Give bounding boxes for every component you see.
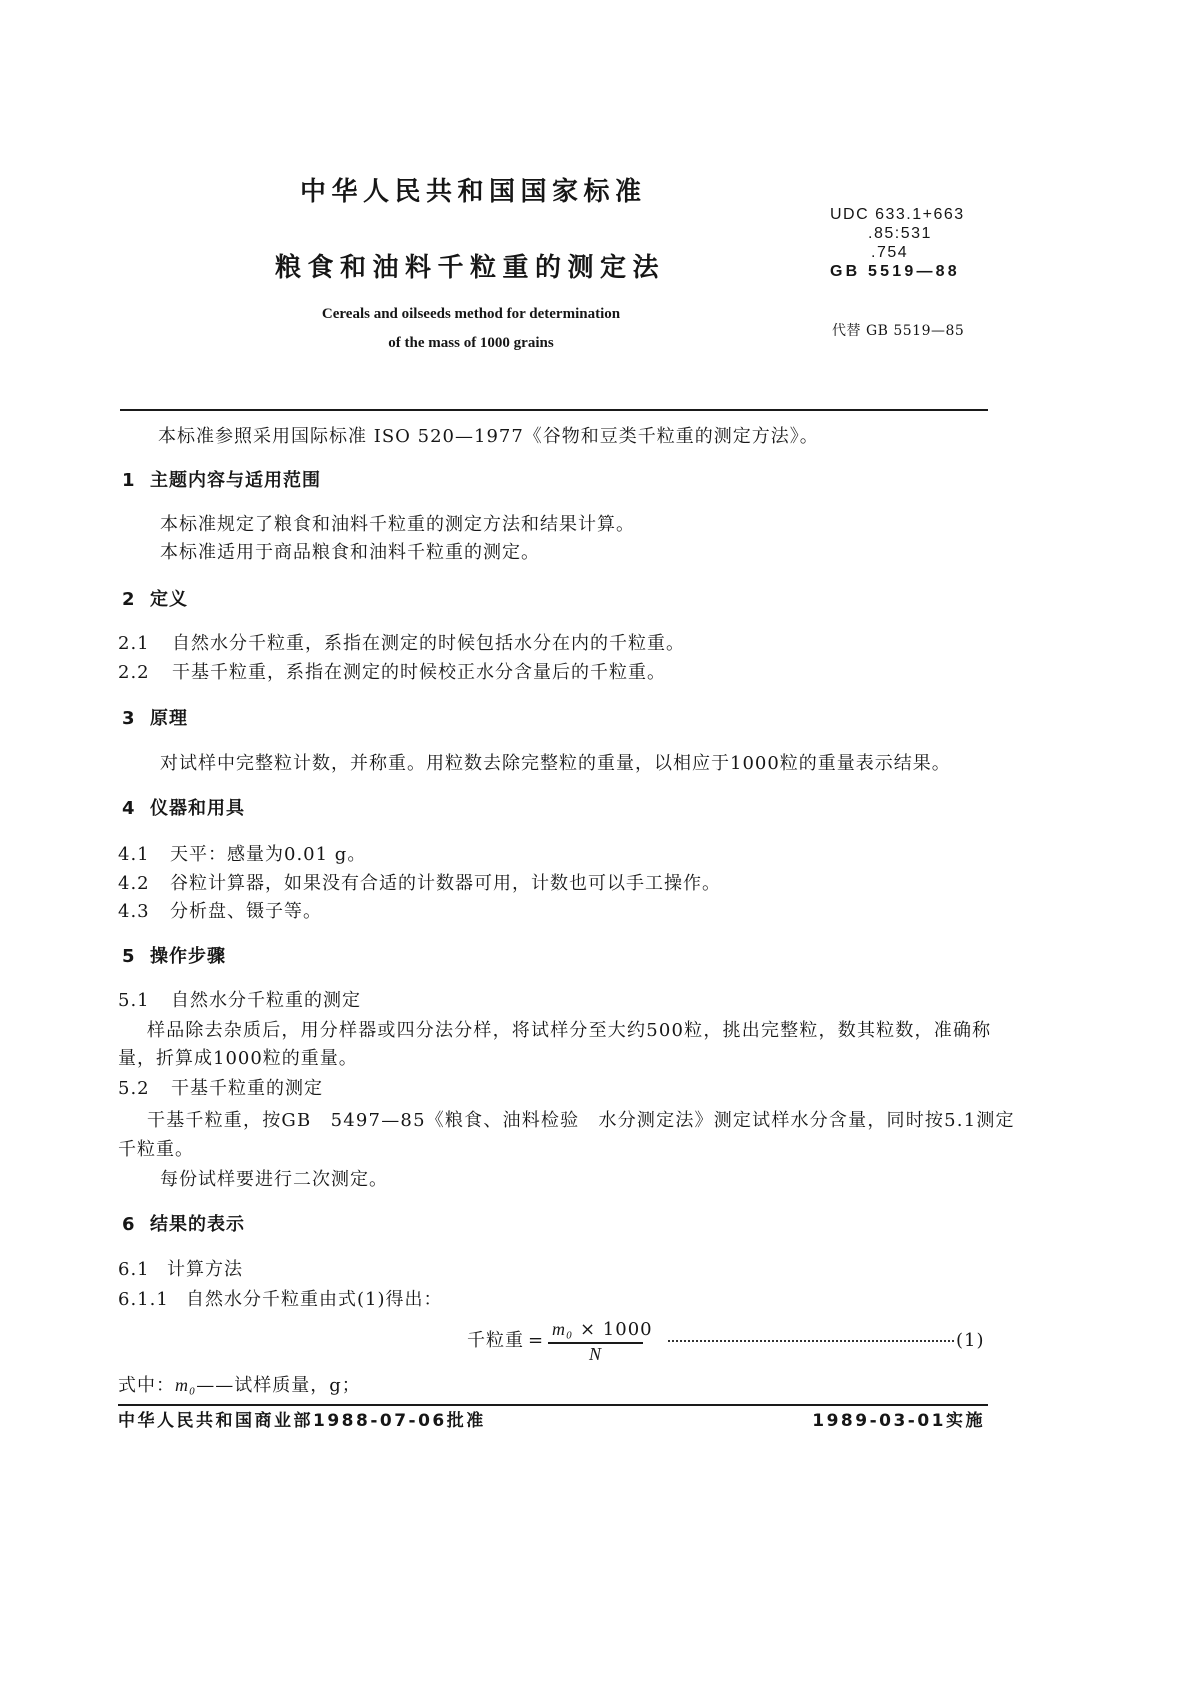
clause-text: 天平：感量为0.01 g。: [170, 844, 367, 865]
section-title: 定义: [150, 589, 188, 610]
section-number: 5: [122, 946, 136, 967]
clause-number: 2.1: [118, 633, 150, 654]
udc-line-1: UDC 633.1+663: [830, 206, 965, 223]
section-number: 6: [122, 1214, 136, 1235]
section-title: 原理: [150, 708, 188, 729]
formula-lhs: 千粒重: [467, 1330, 524, 1351]
clause-number: 4.2: [118, 873, 150, 894]
paragraph: 对试样中完整粒计数，并称重。用粒数去除完整粒的重量，以相应于1000粒的重量表示结果。: [160, 753, 951, 774]
udc-line-3: .754: [871, 244, 909, 261]
clause-number: 4.3: [118, 901, 150, 922]
english-title-line-1: Cereals and oilseeds method for determination: [321, 306, 621, 322]
section-title: 结果的表示: [150, 1214, 245, 1235]
clause-title: 自然水分千粒重的测定: [171, 990, 361, 1011]
formula-denominator: N: [589, 1344, 603, 1364]
clause-number: 6.1: [118, 1259, 150, 1280]
clause-number: 4.1: [118, 844, 150, 865]
standard-title: 粮食和油料千粒重的测定法: [275, 253, 666, 283]
clause-title: 干基千粒重的测定: [171, 1078, 323, 1099]
formula-numerator: [552, 1317, 653, 1342]
effective-date: 1989-03-01实施: [812, 1411, 985, 1431]
clause-number: 6.1.1: [118, 1289, 169, 1310]
paragraph: 每份试样要进行二次测定。: [160, 1169, 388, 1190]
where-description: 试样质量，g；: [234, 1375, 361, 1396]
header-divider: [120, 409, 988, 411]
section-number: 4: [122, 798, 136, 819]
section-number: 2: [122, 589, 136, 610]
leader-dots: [668, 1340, 954, 1342]
section-title: 操作步骤: [150, 946, 226, 967]
udc-line-2: .85:531: [868, 225, 932, 242]
section-number: 1: [122, 470, 136, 491]
formula-equals: =: [528, 1330, 545, 1351]
formula-numerator-factor: × 1000: [580, 1319, 653, 1340]
where-dash: ——: [196, 1375, 235, 1396]
section-number: 3: [122, 708, 136, 729]
clause-text: 分析盘、镊子等。: [170, 901, 322, 922]
clause-number: 5.2: [118, 1078, 150, 1099]
clause-text: 谷粒计算器，如果没有合适的计数器可用，计数也可以手工操作。: [170, 873, 721, 894]
formula-where-clause: [118, 1373, 361, 1398]
english-title-line-2: of the mass of 1000 grains: [388, 335, 554, 351]
clause-text: 自然水分千粒重由式(1)得出：: [186, 1289, 443, 1310]
section-title: 主题内容与适用范围: [150, 470, 321, 491]
clause-title: 计算方法: [167, 1259, 243, 1280]
paragraph-line: 样品除去杂质后，用分样器或四分法分样，将试样分至大约500粒，挑出完整粒，数其粒数，准确称: [147, 1020, 992, 1041]
paragraph-line: 干基千粒重，按GB 5497—85《粮食、油料检验 水分测定法》测定试样水分含量，同时按5.1测定: [147, 1110, 1015, 1131]
paragraph: 本标准适用于商品粮食和油料千粒重的测定。: [160, 542, 540, 563]
clause-text: 自然水分千粒重，系指在测定的时候包括水分在内的千粒重。: [172, 633, 685, 654]
replaces-note: 代替 GB 5519—85: [832, 323, 965, 339]
clause-number: 2.2: [118, 662, 150, 683]
equation-number: (1): [956, 1330, 985, 1351]
intro-paragraph: 本标准参照采用国际标准 ISO 520—1977《谷物和豆类千粒重的测定方法》。: [158, 426, 819, 447]
clause-text: 干基千粒重，系指在测定的时候校正水分含量后的千粒重。: [172, 662, 666, 683]
where-symbol: m₀: [175, 1375, 197, 1395]
paragraph-line: 千粒重。: [118, 1139, 194, 1160]
approval-date: 中华人民共和国商业部1988-07-06批准: [118, 1411, 486, 1431]
footer-divider: [118, 1404, 988, 1406]
paragraph: 本标准规定了粮食和油料千粒重的测定方法和结果计算。: [160, 514, 635, 535]
gb-number: GB 5519—88: [830, 263, 960, 280]
where-prefix: 式中：: [118, 1375, 175, 1396]
formula-numerator-variable: m₀: [552, 1319, 574, 1339]
standard-org-title: 中华人民共和国国家标准: [300, 177, 647, 207]
section-title: 仪器和用具: [150, 798, 245, 819]
clause-number: 5.1: [118, 990, 150, 1011]
paragraph-line: 量，折算成1000粒的重量。: [118, 1048, 358, 1069]
